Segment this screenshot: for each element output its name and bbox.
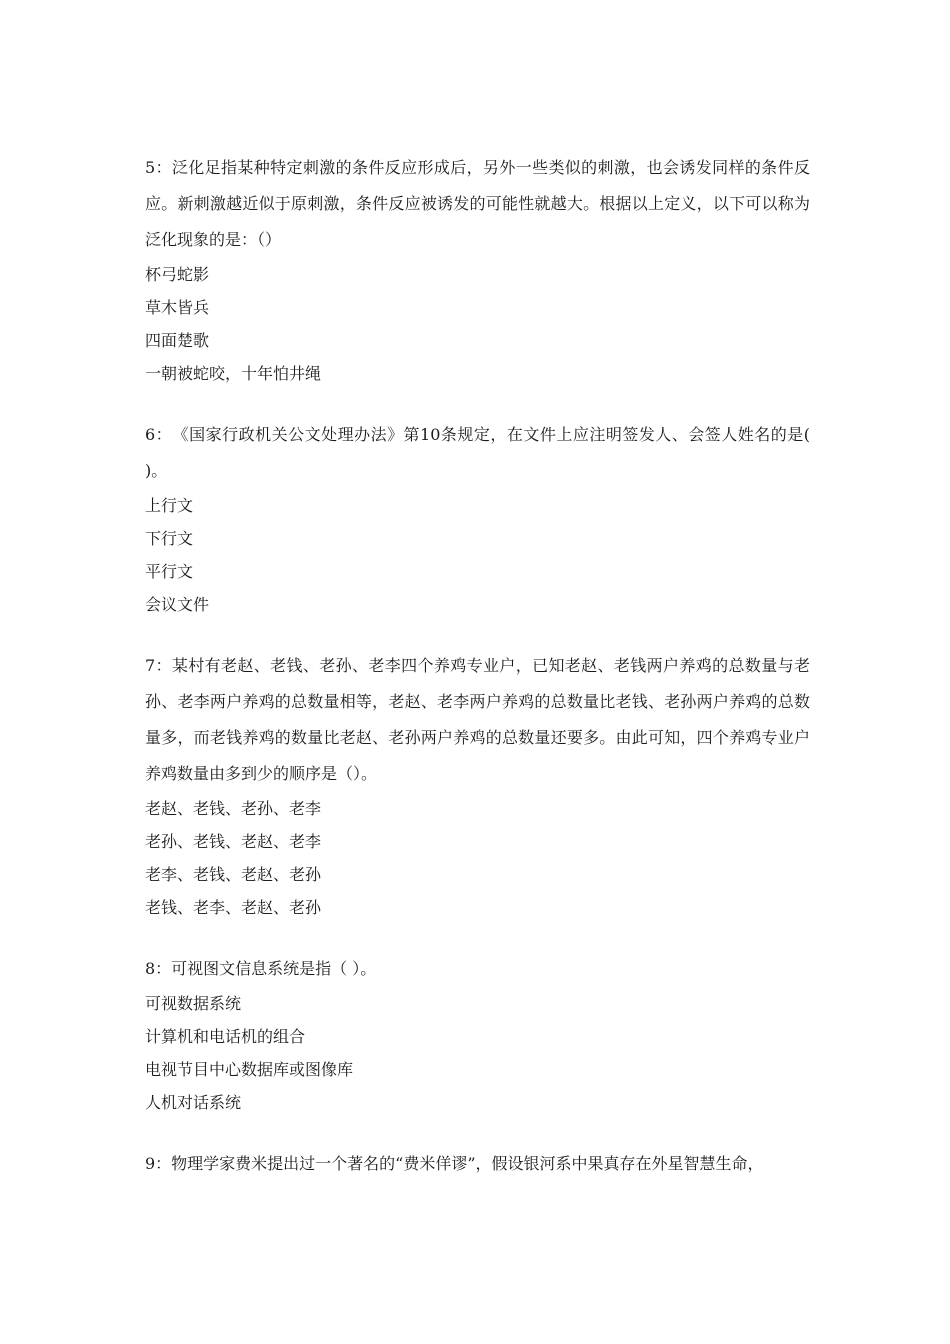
option-a: 杯弓蛇影 — [145, 265, 210, 284]
option-d: 会议文件 — [145, 595, 210, 614]
option-b: 计算机和电话机的组合 — [145, 1027, 306, 1046]
option-c: 老李、老钱、老赵、老孙 — [145, 865, 322, 884]
question-5 — [145, 150, 810, 390]
document-page — [145, 150, 810, 1182]
question-6 — [145, 417, 810, 621]
option-a: 老赵、老钱、老孙、老李 — [145, 799, 322, 818]
option-a: 可视数据系统 — [145, 994, 242, 1013]
question-8 — [145, 951, 810, 1119]
question-9 — [145, 1146, 810, 1182]
option-c: 四面楚歌 — [145, 331, 210, 350]
option-a: 上行文 — [145, 496, 194, 515]
option-c: 电视节目中心数据库或图像库 — [145, 1060, 354, 1079]
option-b: 老孙、老钱、老赵、老李 — [145, 832, 322, 851]
option-d: 一朝被蛇咬，十年怕井绳 — [145, 364, 322, 383]
question-stem: 7：某村有老赵、老钱、老孙、老李四个养鸡专业户，已知老赵、老钱两户养鸡的总数量与老孙、老李两户养鸡的总数量相等，老赵、老李两户养鸡的总数量比老钱、老孙两户养鸡的总数量多，而老钱养鸡的数量比老赵、老孙两户养鸡的总数量还要多。由此可知，四个养鸡专业户养鸡数量由多到少的顺序是（）。 — [145, 656, 810, 783]
question-stem: 6： 《国家行政机关公文处理办法》第10条规定，在文件上应注明签发人、会签人姓名的是( )。 — [145, 425, 810, 480]
option-b: 下行文 — [145, 529, 194, 548]
option-d: 人机对话系统 — [145, 1093, 242, 1112]
option-b: 草木皆兵 — [145, 298, 210, 317]
option-d: 老钱、老李、老赵、老孙 — [145, 898, 322, 917]
question-7 — [145, 648, 810, 924]
option-c: 平行文 — [145, 562, 194, 581]
question-stem: 9：物理学家费米提出过一个著名的“费米佯谬”，假设银河系中果真存在外星智慧生命， — [145, 1154, 764, 1173]
question-stem: 8：可视图文信息系统是指（ ）。 — [145, 959, 377, 978]
question-stem: 5：泛化足指某种特定刺激的条件反应形成后，另外一些类似的刺激，也会诱发同样的条件反应。新刺激越近似于原刺激，条件反应被诱发的可能性就越大。根据以上定义，以下可以称为泛化现象的是：（） — [145, 158, 810, 249]
